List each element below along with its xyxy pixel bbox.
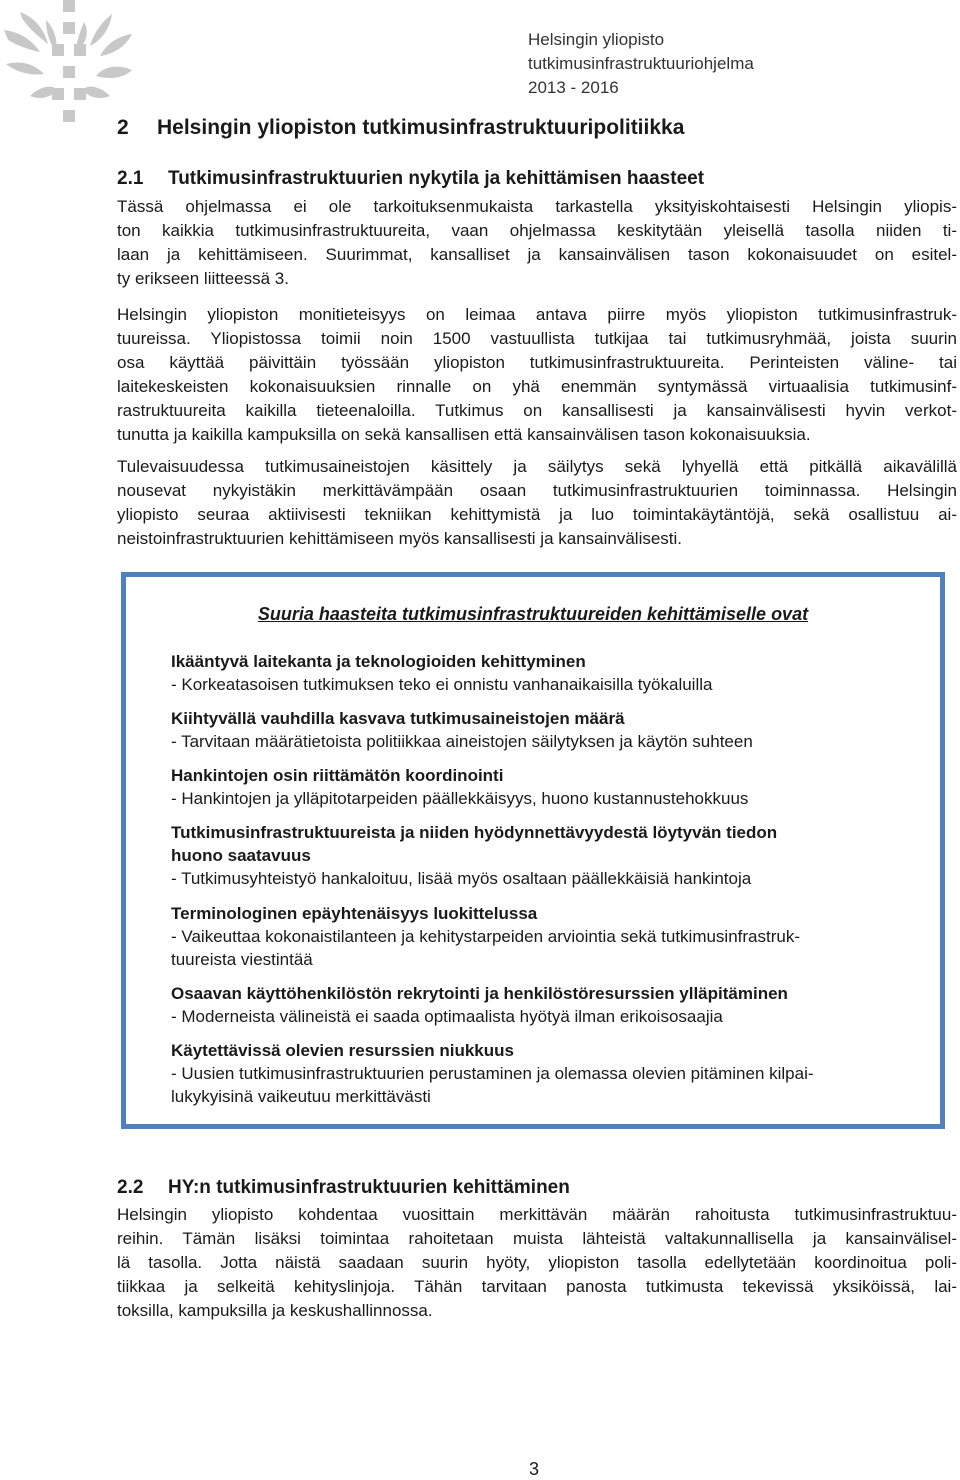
paragraph-line: laitekeskeisten kokonaisuuksien rinnalle on yhä enemmän syntymässä virtuaalisia tutkimusinf- xyxy=(117,377,957,396)
challenge-description: - Korkeatasoisen tutkimuksen teko ei onnistu vanhanaikaisilla työkaluilla xyxy=(171,675,713,694)
university-logo xyxy=(0,0,140,125)
paragraph-line: yliopisto seuraa aktiivisesti tekniikan kehittymistä ja luo toimintakäytäntöjä, sekä osallistuu ai- xyxy=(117,505,957,524)
challenge-title: Ikääntyvä laitekanta ja teknologioiden kehittyminen xyxy=(171,652,586,671)
challenge-title: Tutkimusinfrastruktuureista ja niiden hyödynnettävyydestä löytyvän tiedon xyxy=(171,823,778,842)
page-number: 3 xyxy=(529,1459,540,1479)
paragraph-1 xyxy=(117,195,957,291)
paragraph-line: lä tasolla. Jotta näistä saadaan suurin hyöty, yliopiston tasolla edellytetään koordinoitua poli- xyxy=(117,1253,957,1272)
challenges-title: Suuria haasteita tutkimusinfrastruktuureiden kehittämiselle ovat xyxy=(257,604,809,624)
university-flame-logo-icon xyxy=(0,0,140,125)
paragraph-line: Helsingin yliopisto kohdentaa vuosittain merkittävän määrän rahoitusta tutkimusinfrastruktuu- xyxy=(117,1205,957,1224)
paragraph-line: toksilla, kampuksilla ja keskushallinnossa. xyxy=(117,1301,433,1320)
paragraph-line: rastruktuureita kaikilla tieteenaloilla. Tutkimus on kansallisesti ja kansainvälisesti hyvin verkot- xyxy=(117,401,957,420)
challenge-title: Terminologinen epäyhtenäisyys luokittelussa xyxy=(171,904,538,923)
paragraph-line: Tässä ohjelmassa ei ole tarkoituksenmukaista tarkastella yksityiskohtaisesti Helsingin yliopis- xyxy=(117,197,957,216)
challenge-description: tuureista viestintää xyxy=(171,950,313,969)
challenge-item xyxy=(171,650,941,696)
challenge-item xyxy=(171,982,941,1028)
header-period: 2013 - 2016 xyxy=(528,78,619,97)
header-program: tutkimusinfrastruktuuriohjelma xyxy=(528,54,754,73)
challenge-description: - Hankintojen ja ylläpitotarpeiden päällekkäisyys, huono kustannustehokkuus xyxy=(171,789,749,808)
header-org: Helsingin yliopisto xyxy=(528,30,665,49)
challenge-item xyxy=(171,764,941,810)
paragraph-4 xyxy=(117,1203,957,1323)
subsection-2-number: 2.2 xyxy=(117,1177,144,1198)
paragraph-line: laan ja kehittämiseen. Suurimmat, kansalliset ja kansainvälisen tason kokonaisuudet on esitel- xyxy=(117,245,957,264)
challenge-title: Käytettävissä olevien resurssien niukkuus xyxy=(171,1041,514,1060)
section-heading xyxy=(117,116,917,140)
paragraph-line: nousevat nykyistäkin merkittävämpään osaan tutkimusinfrastruktuurien toiminnassa. Helsingin xyxy=(117,481,957,500)
paragraph-3 xyxy=(117,455,957,551)
paragraph-line: osa käyttää päivittäin työssään yliopiston tutkimusinfrastruktuureita. Perinteisten väline- tai xyxy=(117,353,957,372)
subsection-2-heading xyxy=(117,1177,570,1199)
challenge-title: Osaavan käyttöhenkilöstön rekrytointi ja henkilöstöresurssien ylläpitäminen xyxy=(171,984,788,1003)
paragraph-line: tunutta ja kaikilla kampuksilla on sekä kansallisen että kansainvälisen tason kokonaisuuksia. xyxy=(117,425,811,444)
paragraph-line: tuureissa. Yliopistossa toimii noin 1500 vastuullista tutkijaa tai tutkimusryhmää, joista suurin xyxy=(117,329,957,348)
challenge-item xyxy=(171,902,941,971)
challenge-description: - Tutkimusyhteistyö hankaloituu, lisää myös osaltaan päällekkäisiä hankintoja xyxy=(171,869,752,888)
document-header xyxy=(528,28,754,100)
challenge-title: huono saatavuus xyxy=(171,846,311,865)
challenge-description: - Vaikeuttaa kokonaistilanteen ja kehitystarpeiden arviointia sekä tutkimusinfrastruk- xyxy=(171,927,800,946)
challenge-description: - Moderneista välineistä ei saada optimaalista hyötyä ilman erikoisosaajia xyxy=(171,1007,723,1026)
paragraph-line: Helsingin yliopiston monitieteisyys on leimaa antava piirre myös yliopiston tutkimusinfrastruk- xyxy=(117,305,957,324)
subsection-1-number: 2.1 xyxy=(117,168,144,189)
paragraph-line: neistoinfrastruktuurien kehittämiseen myös kansallisesti ja kansainvälisesti. xyxy=(117,529,683,548)
challenge-item xyxy=(171,821,941,890)
paragraph-line: ton kaikkia tutkimusinfrastruktuureita, vaan ohjelmassa keskitytään yleisellä tasolla niiden ti- xyxy=(117,221,957,240)
section-number: 2 xyxy=(117,116,129,139)
subsection-2-title: HY:n tutkimusinfrastruktuurien kehittäminen xyxy=(168,1177,570,1198)
challenge-title: Kiihtyvällä vauhdilla kasvava tutkimusaineistojen määrä xyxy=(171,709,625,728)
challenge-description: lukykyisinä vaikeutuu merkittävästi xyxy=(171,1087,431,1106)
subsection-1-title: Tutkimusinfrastruktuurien nykytila ja kehittämisen haasteet xyxy=(168,168,705,189)
challenge-description: - Tarvitaan määrätietoista politiikkaa aineistojen säilytyksen ja käytön suhteen xyxy=(171,732,753,751)
paragraph-line: Tulevaisuudessa tutkimusaineistojen käsittely ja säilytys sekä lyhyellä että pitkällä aikavälillä xyxy=(117,457,957,476)
section-title: Helsingin yliopiston tutkimusinfrastruktuuripolitiikka xyxy=(157,116,685,139)
challenge-description: - Uusien tutkimusinfrastruktuurien perustaminen ja olemassa olevien pitäminen kilpai- xyxy=(171,1064,814,1083)
paragraph-2 xyxy=(117,303,957,447)
paragraph-line: tiikkaa ja selkeitä kehityslinjoja. Tähän tarvitaan panosta tutkimusta tekevissä yksiköissä, lai- xyxy=(117,1277,957,1296)
challenge-title: Hankintojen osin riittämätön koordinointi xyxy=(171,766,504,785)
paragraph-line: ty erikseen liitteessä 3. xyxy=(117,269,289,288)
challenges-box xyxy=(121,572,945,1129)
challenge-item xyxy=(171,1039,941,1108)
paragraph-line: reihin. Tämän lisäksi toimintaa rahoitetaan muista lähteistä valtakunnallisella ja kansainvälisel- xyxy=(117,1229,957,1248)
challenge-item xyxy=(171,707,941,753)
subsection-1-heading xyxy=(117,168,704,190)
